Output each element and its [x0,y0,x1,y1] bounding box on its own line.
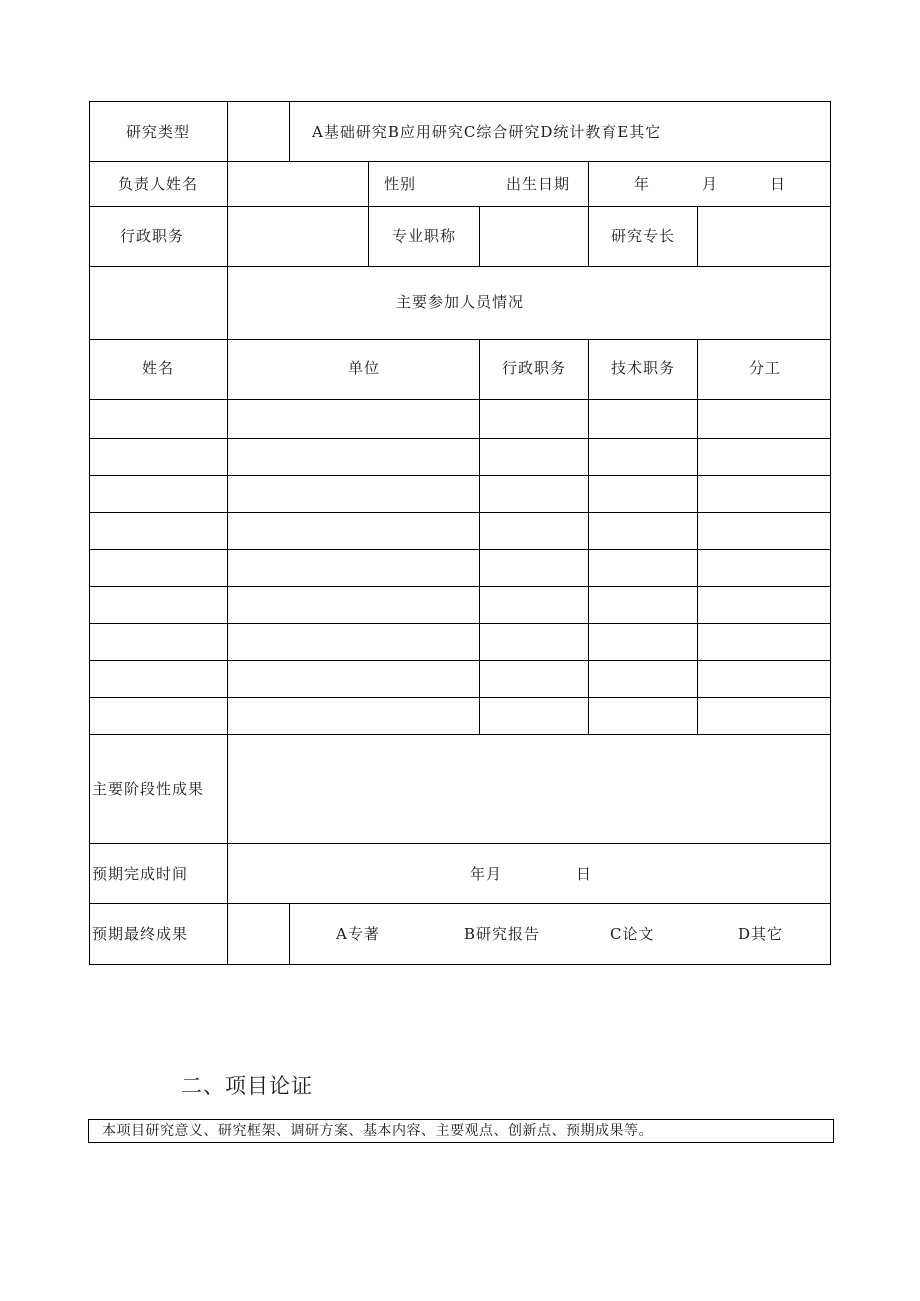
final-result-option-other: D其它 [738,925,784,943]
final-result-option-paper: C论文 [610,925,655,943]
birth-date-label: 出生日期 [506,175,571,193]
row-divider [90,339,830,340]
admin-post-label: 行政职务 [119,227,185,245]
professional-title-label: 专业职称 [391,227,457,245]
research-type-options: A基础研究B应用研究C综合研究D统计教育E其它 [312,123,662,141]
row-divider [90,266,830,267]
col-divider [479,206,480,266]
header-division: 分工 [748,359,782,377]
col-divider [588,161,589,266]
section-heading: 二、项目论证 [181,1074,313,1098]
col-divider [479,339,480,734]
row-divider [90,399,830,400]
row-divider [90,549,830,550]
col-divider [588,339,589,734]
research-specialty-label: 研究专长 [610,227,676,245]
row-divider [90,697,830,698]
col-divider [697,206,698,266]
final-result-option-report: B研究报告 [464,925,541,943]
leader-name-label: 负责人姓名 [117,175,199,193]
col-divider [368,161,369,266]
col-divider [697,339,698,734]
birth-day-unit: 日 [770,175,787,193]
final-result-option-monograph: A专著 [336,925,380,943]
row-divider [90,660,830,661]
expected-completion-label: 预期完成时间 [92,865,189,883]
row-divider [90,843,830,844]
birth-year-unit: 年 [634,175,651,193]
gender-label: 性别 [384,175,417,193]
header-unit: 单位 [347,359,381,377]
row-divider [90,734,830,735]
birth-month-unit: 月 [702,175,719,193]
row-divider [90,206,830,207]
row-divider [90,623,830,624]
participants-section-title: 主要参加人员情况 [395,293,525,311]
header-name: 姓名 [141,359,175,377]
expected-completion-year-month: 年月 [470,865,503,883]
stage-results-label: 主要阶段性成果 [92,780,205,798]
header-tech-post: 技术职务 [610,359,676,377]
row-divider [90,438,830,439]
row-divider [90,161,830,162]
research-type-label: 研究类型 [125,123,191,141]
row-divider [90,512,830,513]
col-divider [289,903,290,964]
row-divider [90,475,830,476]
expected-final-results-label: 预期最终成果 [92,925,189,943]
row-divider [90,903,830,904]
header-admin-post: 行政职务 [501,359,567,377]
row-divider [90,586,830,587]
col-divider [227,102,228,964]
col-divider [289,102,290,161]
expected-completion-day: 日 [576,865,593,883]
instructions-text: 本项目研究意义、研究框架、调研方案、基本内容、主要观点、创新点、预期成果等。 [102,1123,653,1139]
application-form-table [89,101,831,965]
